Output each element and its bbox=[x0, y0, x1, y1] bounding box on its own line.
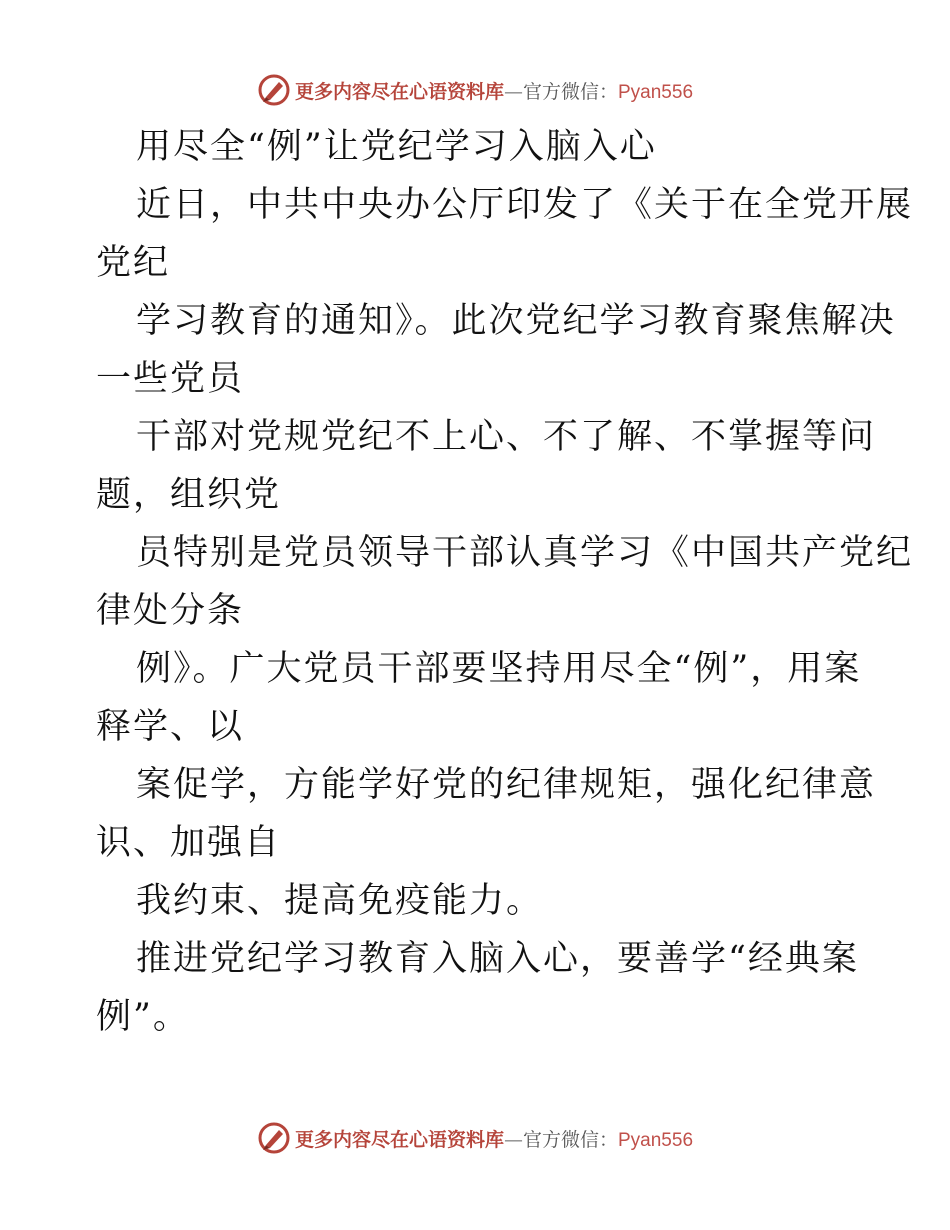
banner-wechat-label: 官方微信： bbox=[522, 1128, 618, 1151]
doc-line: 党纪 bbox=[96, 243, 171, 283]
doc-line: 识、加强自 bbox=[96, 823, 282, 863]
banner-separator: — bbox=[503, 80, 523, 103]
doc-line: 释学、以 bbox=[96, 707, 245, 747]
banner-separator: — bbox=[503, 1128, 523, 1151]
banner-text bbox=[295, 1125, 693, 1152]
doc-line: 例”。 bbox=[96, 997, 190, 1037]
banner-wechat-id: Pyan556 bbox=[618, 81, 694, 103]
banner-wechat-id: Pyan556 bbox=[618, 1129, 694, 1151]
doc-line: 一些党员 bbox=[96, 359, 245, 399]
doc-line: 干部对党规党纪不上心、不了解、不掌握等问 bbox=[136, 417, 877, 457]
doc-line: 例》。广大党员干部要坚持用尽全“例”，用案 bbox=[136, 649, 862, 689]
document-body bbox=[96, 118, 914, 1046]
banner-main: 更多内容尽在心语资料库 bbox=[294, 1128, 504, 1151]
pen-logo-icon bbox=[257, 73, 291, 107]
banner-main: 更多内容尽在心语资料库 bbox=[294, 80, 504, 103]
header-banner bbox=[0, 70, 950, 110]
pen-logo-icon bbox=[257, 1121, 291, 1155]
doc-line: 我约束、提高免疫能力。 bbox=[136, 881, 544, 921]
footer-banner bbox=[0, 1118, 950, 1158]
doc-line: 学习教育的通知》。此次党纪学习教育聚焦解决 bbox=[136, 301, 896, 341]
banner-wechat-label: 官方微信： bbox=[522, 80, 618, 103]
doc-line: 推进党纪学习教育入脑入心，要善学“经典案 bbox=[136, 939, 859, 979]
banner-text bbox=[295, 77, 693, 104]
doc-line: 题，组织党 bbox=[96, 475, 282, 515]
doc-title: 用尽全“例”让党纪学习入脑入心 bbox=[136, 127, 657, 167]
doc-line: 案促学，方能学好党的纪律规矩，强化纪律意 bbox=[136, 765, 877, 805]
doc-line: 近日，中共中央办公厅印发了《关于在全党开展 bbox=[136, 185, 914, 225]
doc-line: 员特别是党员领导干部认真学习《中国共产党纪 bbox=[136, 533, 914, 573]
doc-line: 律处分条 bbox=[96, 591, 245, 631]
